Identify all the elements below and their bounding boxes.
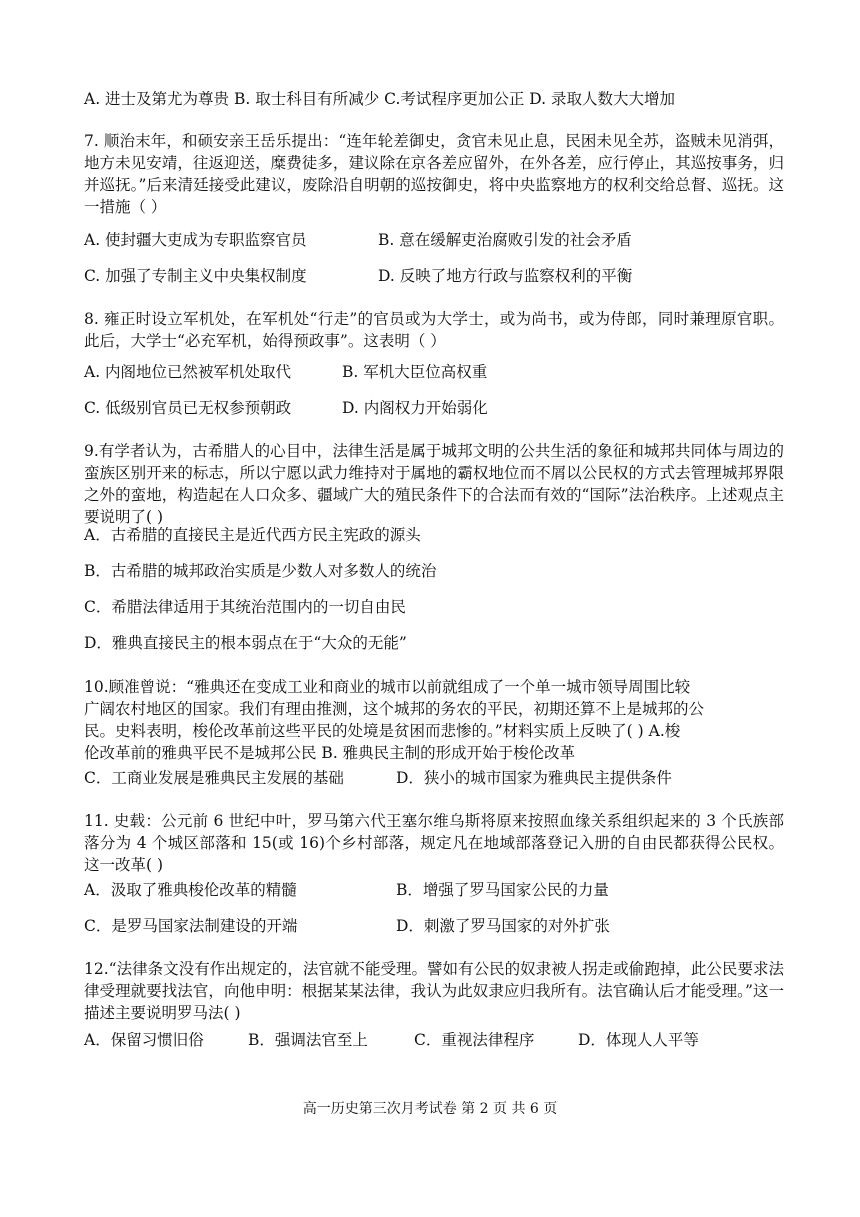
q10-stem-line4: 伦改革前的雅典平民不是城邦公民 B. 雅典民主制的形成开始于梭伦改革 <box>84 744 576 762</box>
q11-options-row2 <box>84 914 784 938</box>
q10-stem-line3: 民。史料表明，梭伦改革前这些平民的处境是贫困而悲惨的。”材料实质上反映了( ) A.梭 <box>84 722 681 740</box>
q9-stem: 9.有学者认为，古希腊人的心目中，法律生活是属于城邦文明的公共生活的象征和城邦共同体与周边的蛮族区别开来的标志，所以宁愿以武力维持对于属地的霸权地位而不屑以公民权的方式去管理城邦界限之外的蛮地，构造起在人口众多、疆域广大的殖民条件下的合法而有效的“国际”法治秩序。上述观点主要说明了( ) <box>84 442 784 526</box>
q8-options-row1 <box>84 360 784 384</box>
q7-option-d: D. 反映了地方行政与监察权利的平衡 <box>378 267 633 285</box>
q11-option-a: A．汲取了雅典梭伦改革的精髓 <box>84 881 297 899</box>
q9-option-d: D．雅典直接民主的根本弱点在于“大众的无能” <box>84 634 407 652</box>
q9-option-a: A．古希腊的直接民主是近代西方民主宪政的源头 <box>84 526 421 544</box>
page-footer: 高一历史第三次月考试卷 第 2 页 共 6 页 <box>302 1101 558 1117</box>
q6-options: A. 进士及第尤为尊贵 B. 取士科目有所减少 C.考试程序更加公正 D. 录取人数大大增加 <box>84 90 676 108</box>
q10-stem-line2: 广阔农村地区的国家。我们有理由推测，这个城邦的务农的平民，初期还算不上是城邦的公 <box>84 700 705 718</box>
q11-options-row1 <box>84 878 784 902</box>
q10-stem-line1: 10.顾准曾说：“雅典还在变成工业和商业的城市以前就组成了一个单一城市领导周围比较 <box>84 678 691 696</box>
q8-option-b: B. 军机大臣位高权重 <box>342 363 488 381</box>
q7-option-b: B. 意在缓解吏治腐败引发的社会矛盾 <box>378 231 632 249</box>
q7-option-a: A. 使封疆大吏成为专职监察官员 <box>84 231 307 249</box>
q11-option-d: D．刺激了罗马国家的对外扩张 <box>396 917 610 935</box>
q7-stem: 7. 顺治末年，和硕安亲王岳乐提出：“连年轮差御史，贪官未见止息，民困未见全苏，盗贼未见消弭，地方未见安靖，往返迎送，糜费徒多，建议除在京各差应留外，在外各差，应行停止，其巡按事务，归并巡抚。”后来清廷接受此建议，废除沿自明朝的巡按御史，将中央监察地方的权利交给总督、巡抚。这一措施（ ） <box>84 132 784 216</box>
q12-option-d: D．体现人人平等 <box>578 1031 699 1049</box>
q11-option-c: C．是罗马国家法制建设的开端 <box>84 917 298 935</box>
q8-stem: 8. 雍正时设立军机处，在军机处“行走”的官员或为大学士，或为尚书，或为侍郎，同时兼理原官职。此后，大学士“必充军机，始得预政事”。这表明（ ） <box>84 310 784 350</box>
q9-option-c: C．希腊法律适用于其统治范围内的一切自由民 <box>84 598 406 616</box>
q12-option-a: A．保留习惯旧俗 <box>84 1031 204 1049</box>
q10-option-d: D．狭小的城市国家为雅典民主提供条件 <box>396 769 672 787</box>
q8-options-row2 <box>84 396 784 420</box>
q12-option-c: C．重视法律程序 <box>414 1031 535 1049</box>
q8-option-a: A. 内阁地位已然被军机处取代 <box>84 363 292 381</box>
q12-stem: 12.“法律条文没有作出规定的，法官就不能受理。譬如有公民的奴隶被人拐走或偷跑掉，此公民要求法律受理就要找法官，向他申明：根据某某法律，我认为此奴隶应归我所有。法官确认后才能受理。”这一描述主要说明罗马法( ) <box>84 960 784 1022</box>
q8-option-d: D. 内阁权力开始弱化 <box>342 399 488 417</box>
q7-options-row2 <box>84 264 784 288</box>
q10-option-c: C．工商业发展是雅典民主发展的基础 <box>84 769 344 787</box>
q10-options-row <box>84 766 784 790</box>
q8-option-c: C. 低级别官员已无权参预朝政 <box>84 399 292 417</box>
q7-options-row1 <box>84 228 784 252</box>
q9-option-b: B．古希腊的城邦政治实质是少数人对多数人的统治 <box>84 562 437 580</box>
q12-option-b: B．强调法官至上 <box>248 1031 368 1049</box>
q11-stem: 11. 史载：公元前 6 世纪中叶，罗马第六代王塞尔维乌斯将原来按照血缘关系组织起来的 3 个氏族部落分为 4 个城区部落和 15(或 16)个乡村部落，规定凡在地域部落登记入册的自由民都获得公民权。这一改革( ) <box>84 812 784 874</box>
q11-option-b: B．增强了罗马国家公民的力量 <box>396 881 609 899</box>
q7-option-c: C. 加强了专制主义中央集权制度 <box>84 267 307 285</box>
q12-options-row <box>84 1028 784 1052</box>
